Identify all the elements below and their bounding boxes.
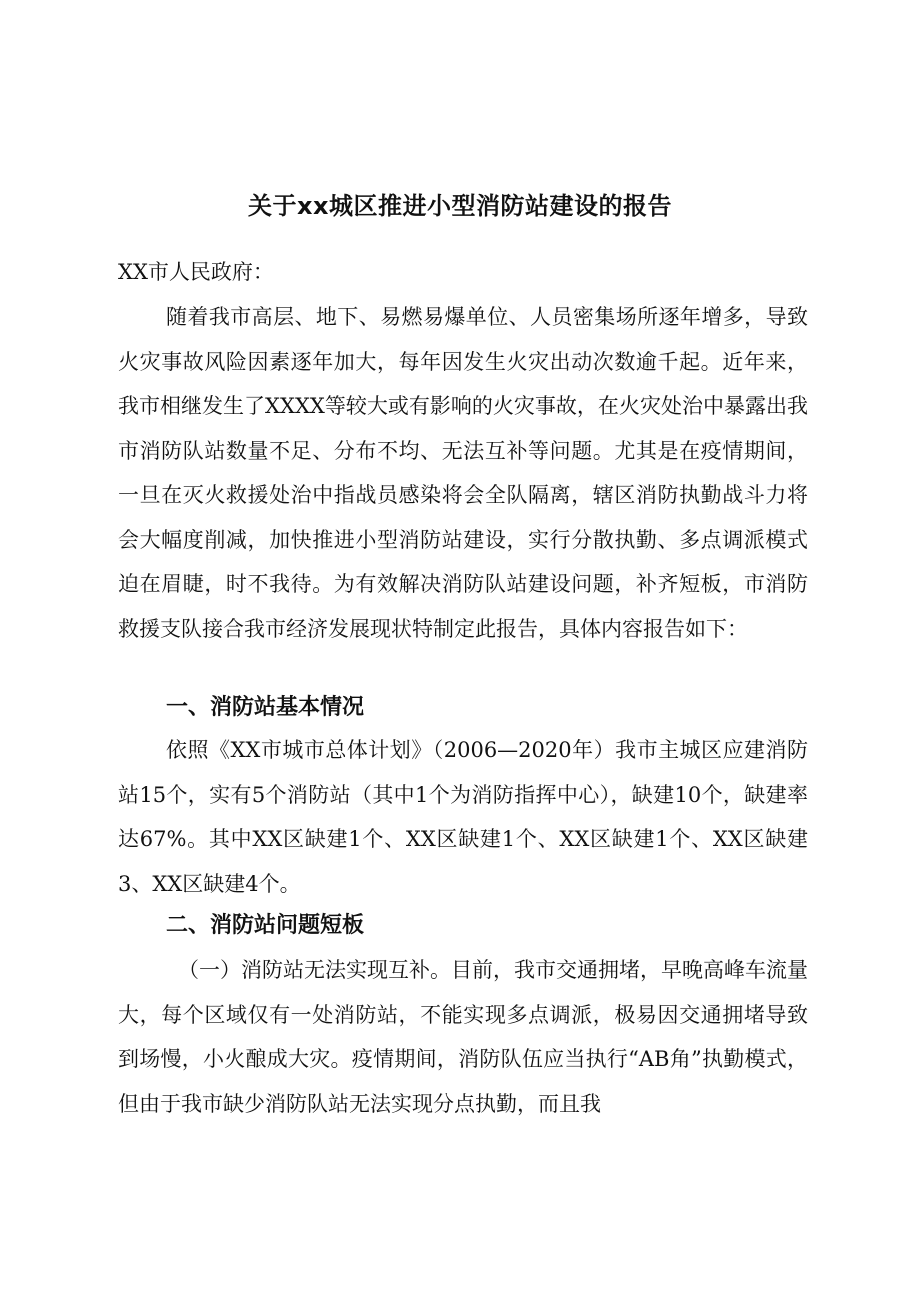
paragraph-problems: （一）消防站无法实现互补。目前，我市交通拥堵，早晚高峰车流量大，每个区域仅有一处消防站，不能实现多点调派，极易因交通拥堵导致到场慢，小火酿成大灾。疫情期间，消防队伍应当执行“AB角”执勤模式，但由于我市缺少消防队站无法实现分点执勤，而且我 (118, 958, 808, 1116)
salutation: XX市人民政府： (118, 260, 274, 284)
paragraph-introduction: 随着我市高层、地下、易燃易爆单位、人员密集场所逐年增多，导致火灾事故风险因素逐年加大，每年因发生火灾出动次数逾千起。近年来，我市相继发生了XXXX等较大或有影响的火灾事故，在火灾处治中暴露出我市消防队站数量不足、分布不均、无法互补等问题。尤其是在疫情期间，一旦在灭火救援处治中指战员感染将会全队隔离，辖区消防执勤战斗力将会大幅度削减，加快推进小型消防站建设，实行分散执勤、多点调派模式迫在眉睫，时不我待。为有效解决消防队站建设问题，补齐短板，市消防救援支队接合我市经济发展现状特制定此报告，具体内容报告如下： (118, 305, 808, 641)
document-title: 关于xx城区推进小型消防站建设的报告 (248, 192, 672, 220)
section-heading-problems: 二、消防站问题短板 (166, 913, 365, 938)
section-heading-basic-situation: 一、消防站基本情况 (166, 695, 365, 720)
paragraph-basic-situation: 依照《XX市城市总体计划》（2006—2020年）我市主城区应建消防站15个，实有5个消防站（其中1个为消防指挥中心），缺建10个，缺建率达67%。其中XX区缺建1个、XX区缺建1个、XX区缺建1个、XX区缺建3、XX区缺建4个。 (118, 738, 808, 896)
